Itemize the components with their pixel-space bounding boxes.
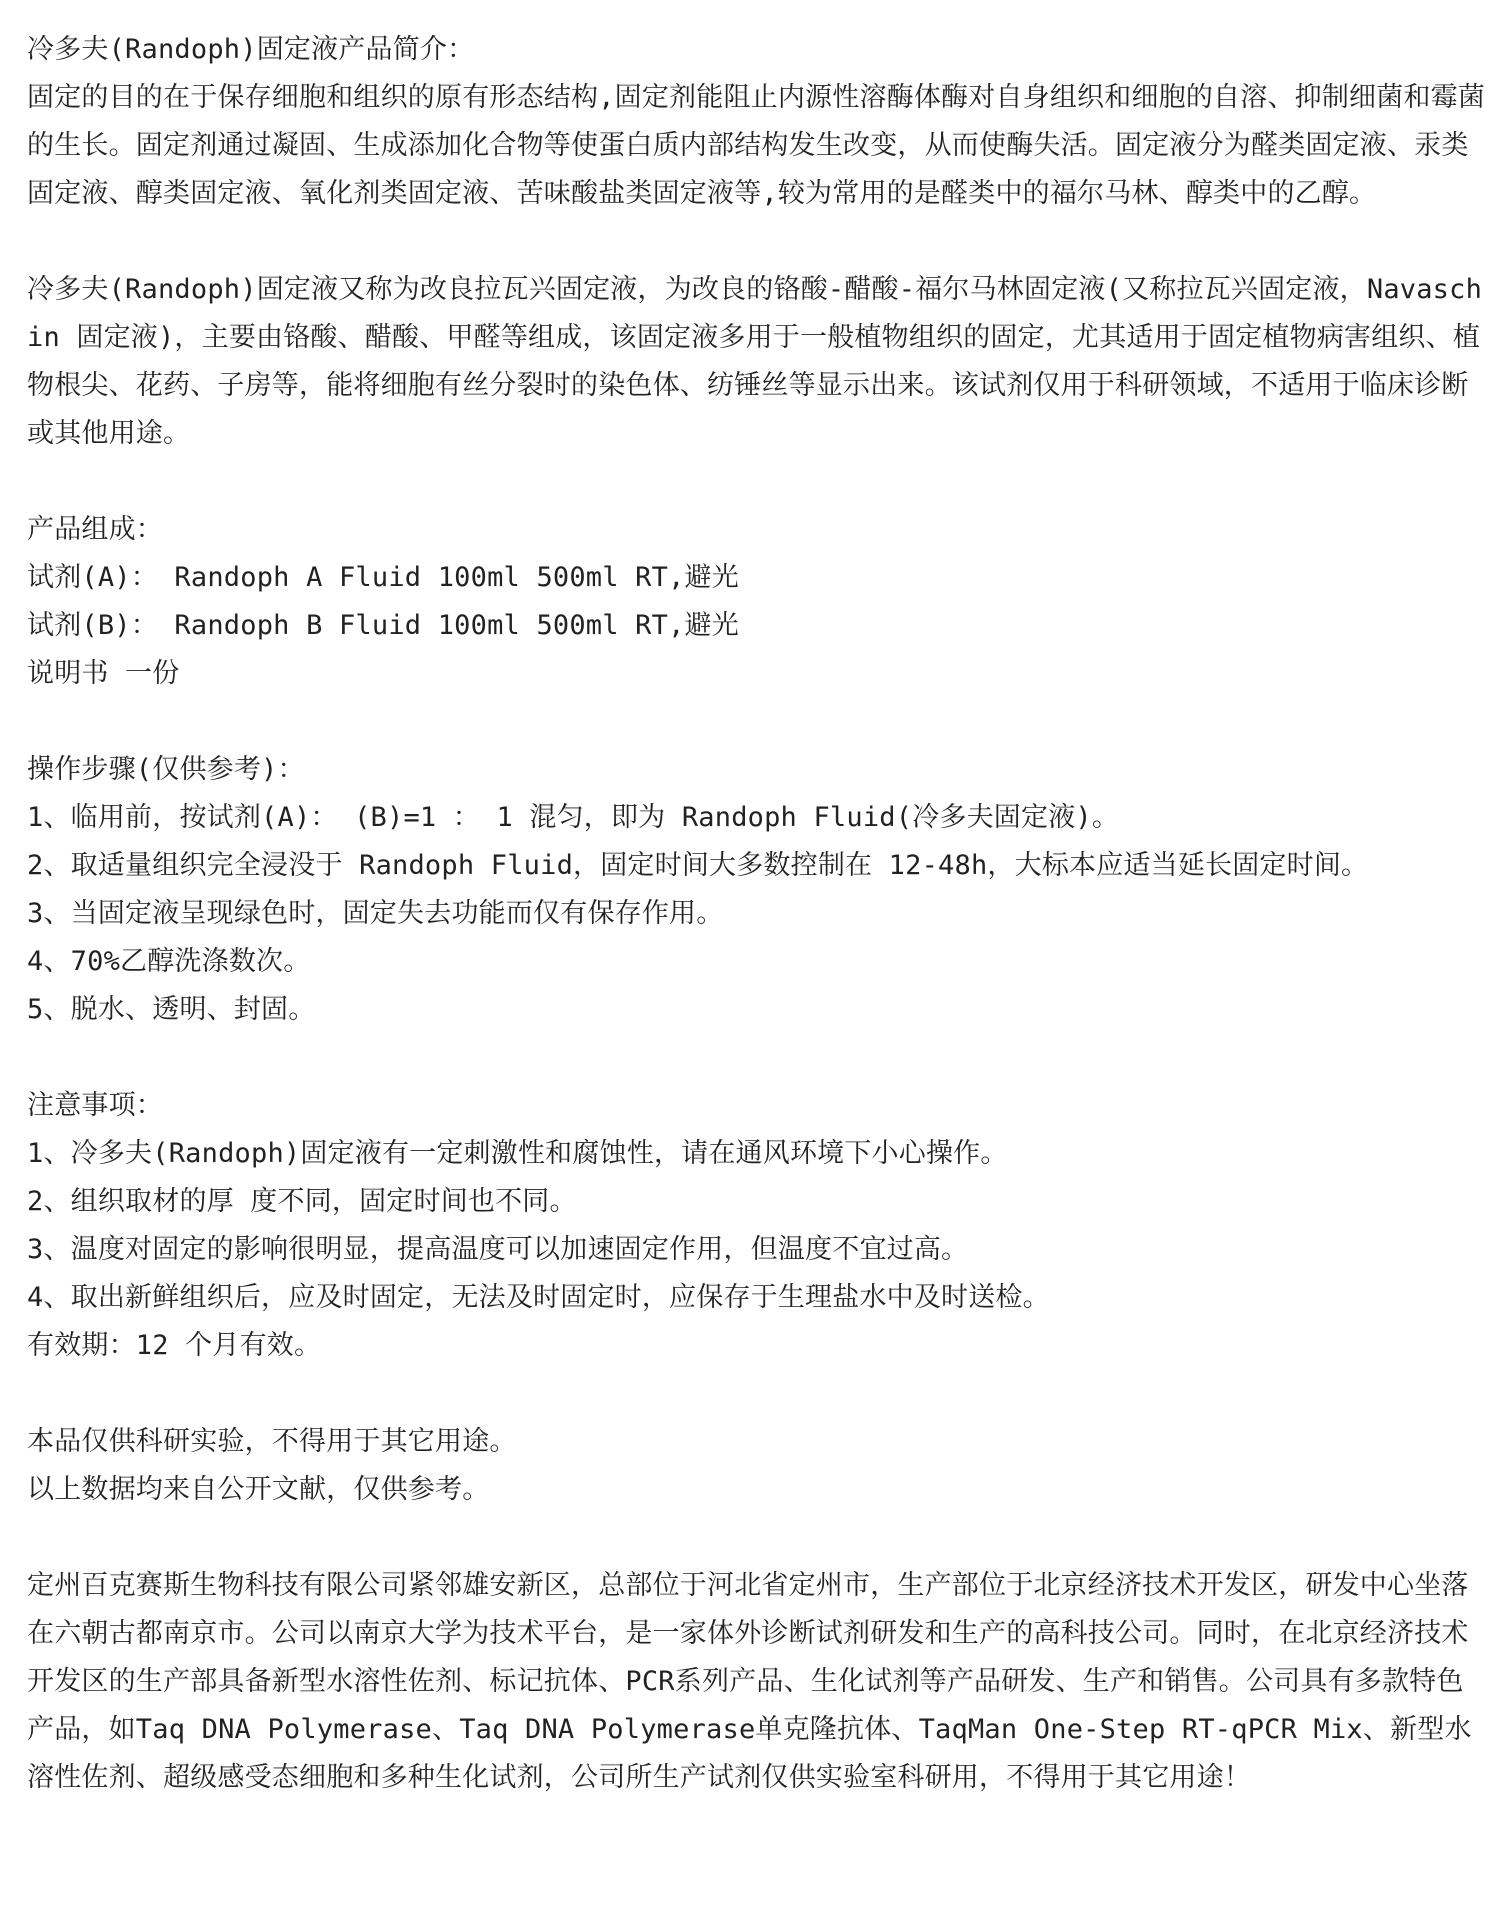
step-item-1: 1、临用前，按试剂(A)： (B)=1 ： 1 混匀，即为 Randoph Fluid(冷多夫固定液)。 bbox=[27, 802, 1120, 833]
composition-heading: 产品组成： bbox=[27, 514, 163, 545]
intro-heading: 冷多夫(Randoph)固定液产品简介： bbox=[27, 34, 475, 65]
composition-item-reagent-b: 试剂(B)： Randoph B Fluid 100ml 500ml RT,避光 bbox=[27, 610, 739, 641]
company-paragraph: 定州百克赛斯生物科技有限公司紧邻雄安新区，总部位于河北省定州市，生产部位于北京经济技术开发区，研发中心坐落在六朝古都南京市。公司以南京大学为技术平台，是一家体外诊断试剂研发和生产的高科技公司。同时，在北京经济技术开发区的生产部具备新型水溶性佐剂、标记抗体、PCR系列产品、生化试剂等产品研发、生产和销售。公司具有多款特色产品，如Taq DNA Polymerase、Taq DNA Polymerase单克隆抗体、TaqMan One-Step RT-qPCR Mix、新型水溶性佐剂、超级感受态细胞和多种生化试剂，公司所生产试剂仅供实验室科研用，不得用于其它用途！ bbox=[27, 1570, 1472, 1793]
spacer bbox=[27, 218, 1487, 266]
spacer bbox=[27, 1034, 1487, 1082]
validity-note: 有效期：12 个月有效。 bbox=[27, 1330, 322, 1361]
disclaimer-line-1: 本品仅供科研实验，不得用于其它用途。 bbox=[27, 1426, 517, 1457]
intro-paragraph-2: 冷多夫(Randoph)固定液又称为改良拉瓦兴固定液，为改良的铬酸-醋酸-福尔马林固定液(又称拉瓦兴固定液，Navaschin 固定液)，主要由铬酸、醋酸、甲醛等组成，该固定液多用于一般植物组织的固定，尤其适用于固定植物病害组织、植物根尖、花药、子房等，能将细胞有丝分裂时的染色体、纺锤丝等显示出来。该试剂仅用于科研领域，不适用于临床诊断或其他用途。 bbox=[27, 274, 1483, 449]
intro-paragraph-1: 固定的目的在于保存细胞和组织的原有形态结构,固定剂能阻止内源性溶酶体酶对自身组织和细胞的自溶、抑制细菌和霉菌的生长。固定剂通过凝固、生成添加化合物等使蛋白质内部结构发生改变，从而使酶失活。固定液分为醛类固定液、汞类固定液、醇类固定液、氧化剂类固定液、苦味酸盐类固定液等,较为常用的是醛类中的福尔马林、醇类中的乙醇。 bbox=[27, 82, 1486, 209]
step-item-3: 3、当固定液呈现绿色时，固定失去功能而仅有保存作用。 bbox=[27, 898, 724, 929]
note-item-1: 1、冷多夫(Randoph)固定液有一定刺激性和腐蚀性，请在通风环境下小心操作。 bbox=[27, 1138, 1008, 1169]
document-body bbox=[27, 26, 1487, 1802]
composition-item-manual: 说明书 一份 bbox=[27, 658, 180, 689]
spacer bbox=[27, 1370, 1487, 1418]
disclaimer-line-2: 以上数据均来自公开文献，仅供参考。 bbox=[27, 1474, 490, 1505]
steps-heading: 操作步骤(仅供参考)： bbox=[27, 754, 305, 785]
step-item-2: 2、取适量组织完全浸没于 Randoph Fluid，固定时间大多数控制在 12-48h，大标本应适当延长固定时间。 bbox=[27, 850, 1369, 881]
composition-item-reagent-a: 试剂(A)： Randoph A Fluid 100ml 500ml RT,避光 bbox=[27, 562, 739, 593]
step-item-5: 5、脱水、透明、封固。 bbox=[27, 994, 316, 1025]
note-item-2: 2、组织取材的厚 度不同，固定时间也不同。 bbox=[27, 1186, 577, 1217]
step-item-4: 4、70%乙醇洗涤数次。 bbox=[27, 946, 311, 977]
note-item-4: 4、取出新鲜组织后，应及时固定，无法及时固定时，应保存于生理盐水中及时送检。 bbox=[27, 1282, 1050, 1313]
spacer bbox=[27, 698, 1487, 746]
spacer bbox=[27, 458, 1487, 506]
spacer bbox=[27, 1514, 1487, 1562]
notes-heading: 注意事项： bbox=[27, 1090, 163, 1121]
note-item-3: 3、温度对固定的影响很明显，提高温度可以加速固定作用，但温度不宜过高。 bbox=[27, 1234, 969, 1265]
